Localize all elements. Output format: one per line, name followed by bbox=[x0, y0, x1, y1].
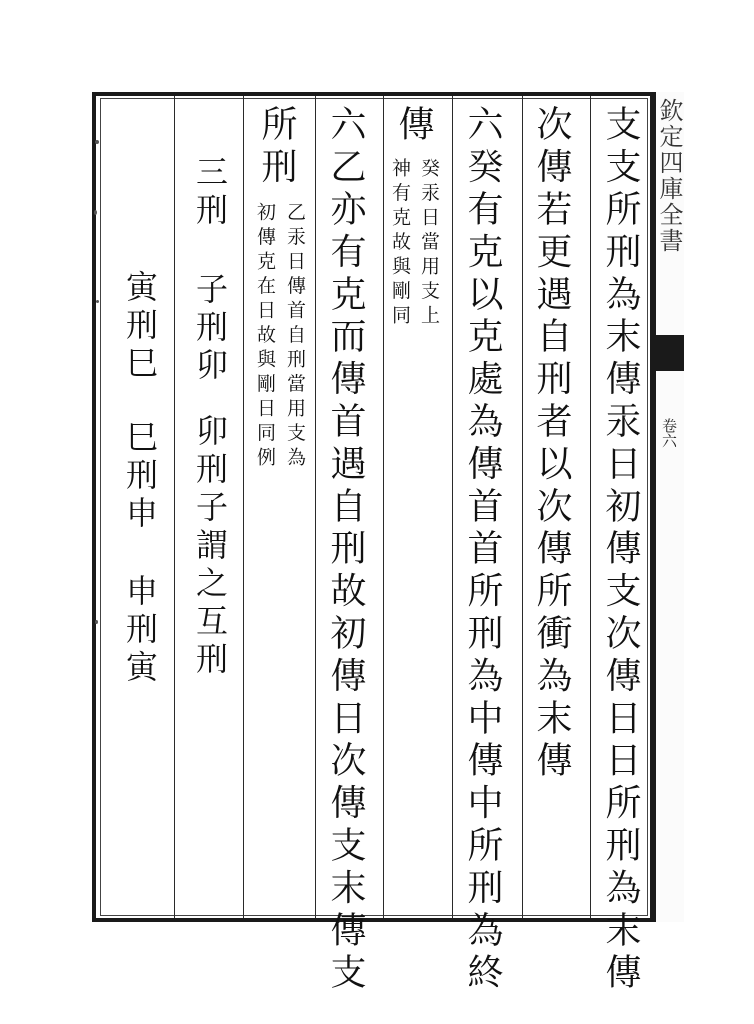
annotation-right-4: 癸汞日當用支上 bbox=[418, 158, 440, 330]
text-column-3: 六癸有克以克處為傳首首所刑為中傳中所刑為終 bbox=[462, 105, 503, 996]
text-column-8-part3: 申刑寅 bbox=[121, 574, 159, 688]
edge-juan-label: 卷六 bbox=[660, 418, 678, 448]
text-column-7-part2: 子刑卯 bbox=[191, 272, 229, 386]
scan-speck bbox=[96, 300, 99, 303]
text-column-7-part3: 卯刑子謂之互刑 bbox=[191, 414, 229, 680]
text-column-5: 六乙亦有克而傳首遇自刑故初傳日次傳支末傳支 bbox=[325, 105, 366, 996]
column-divider bbox=[243, 96, 244, 918]
column-divider bbox=[452, 96, 453, 918]
text-column-8-part1: 寅刑巳 bbox=[121, 270, 159, 384]
edge-title: 欽定四庫全書 bbox=[655, 98, 683, 254]
text-column-1: 支支所刑為末傳汞日初傳支次傳日日所刑為末傳 bbox=[600, 105, 641, 996]
column-divider bbox=[522, 96, 523, 918]
text-column-8-part2: 巳刑申 bbox=[121, 420, 159, 534]
text-column-6-main: 所刑 bbox=[256, 105, 297, 190]
text-column-7-part1: 三刑 bbox=[191, 155, 229, 231]
annotation-left-6: 初傳克在日故與剛日同例 bbox=[254, 202, 276, 472]
column-divider bbox=[315, 96, 316, 918]
column-divider bbox=[174, 96, 175, 918]
annotation-left-4: 神有克故與剛同 bbox=[389, 158, 411, 330]
text-column-4-main: 傳 bbox=[393, 105, 434, 148]
scan-speck bbox=[95, 140, 99, 144]
text-column-2: 次傳若更遇自刑者以次傳所衝為末傳 bbox=[531, 105, 572, 784]
column-divider bbox=[383, 96, 384, 918]
column-divider bbox=[590, 96, 591, 918]
scan-speck bbox=[95, 620, 98, 624]
scan-speck bbox=[94, 210, 97, 215]
edge-black-block bbox=[654, 335, 684, 371]
annotation-right-6: 乙汞日傳首自刑當用支為 bbox=[284, 202, 306, 472]
